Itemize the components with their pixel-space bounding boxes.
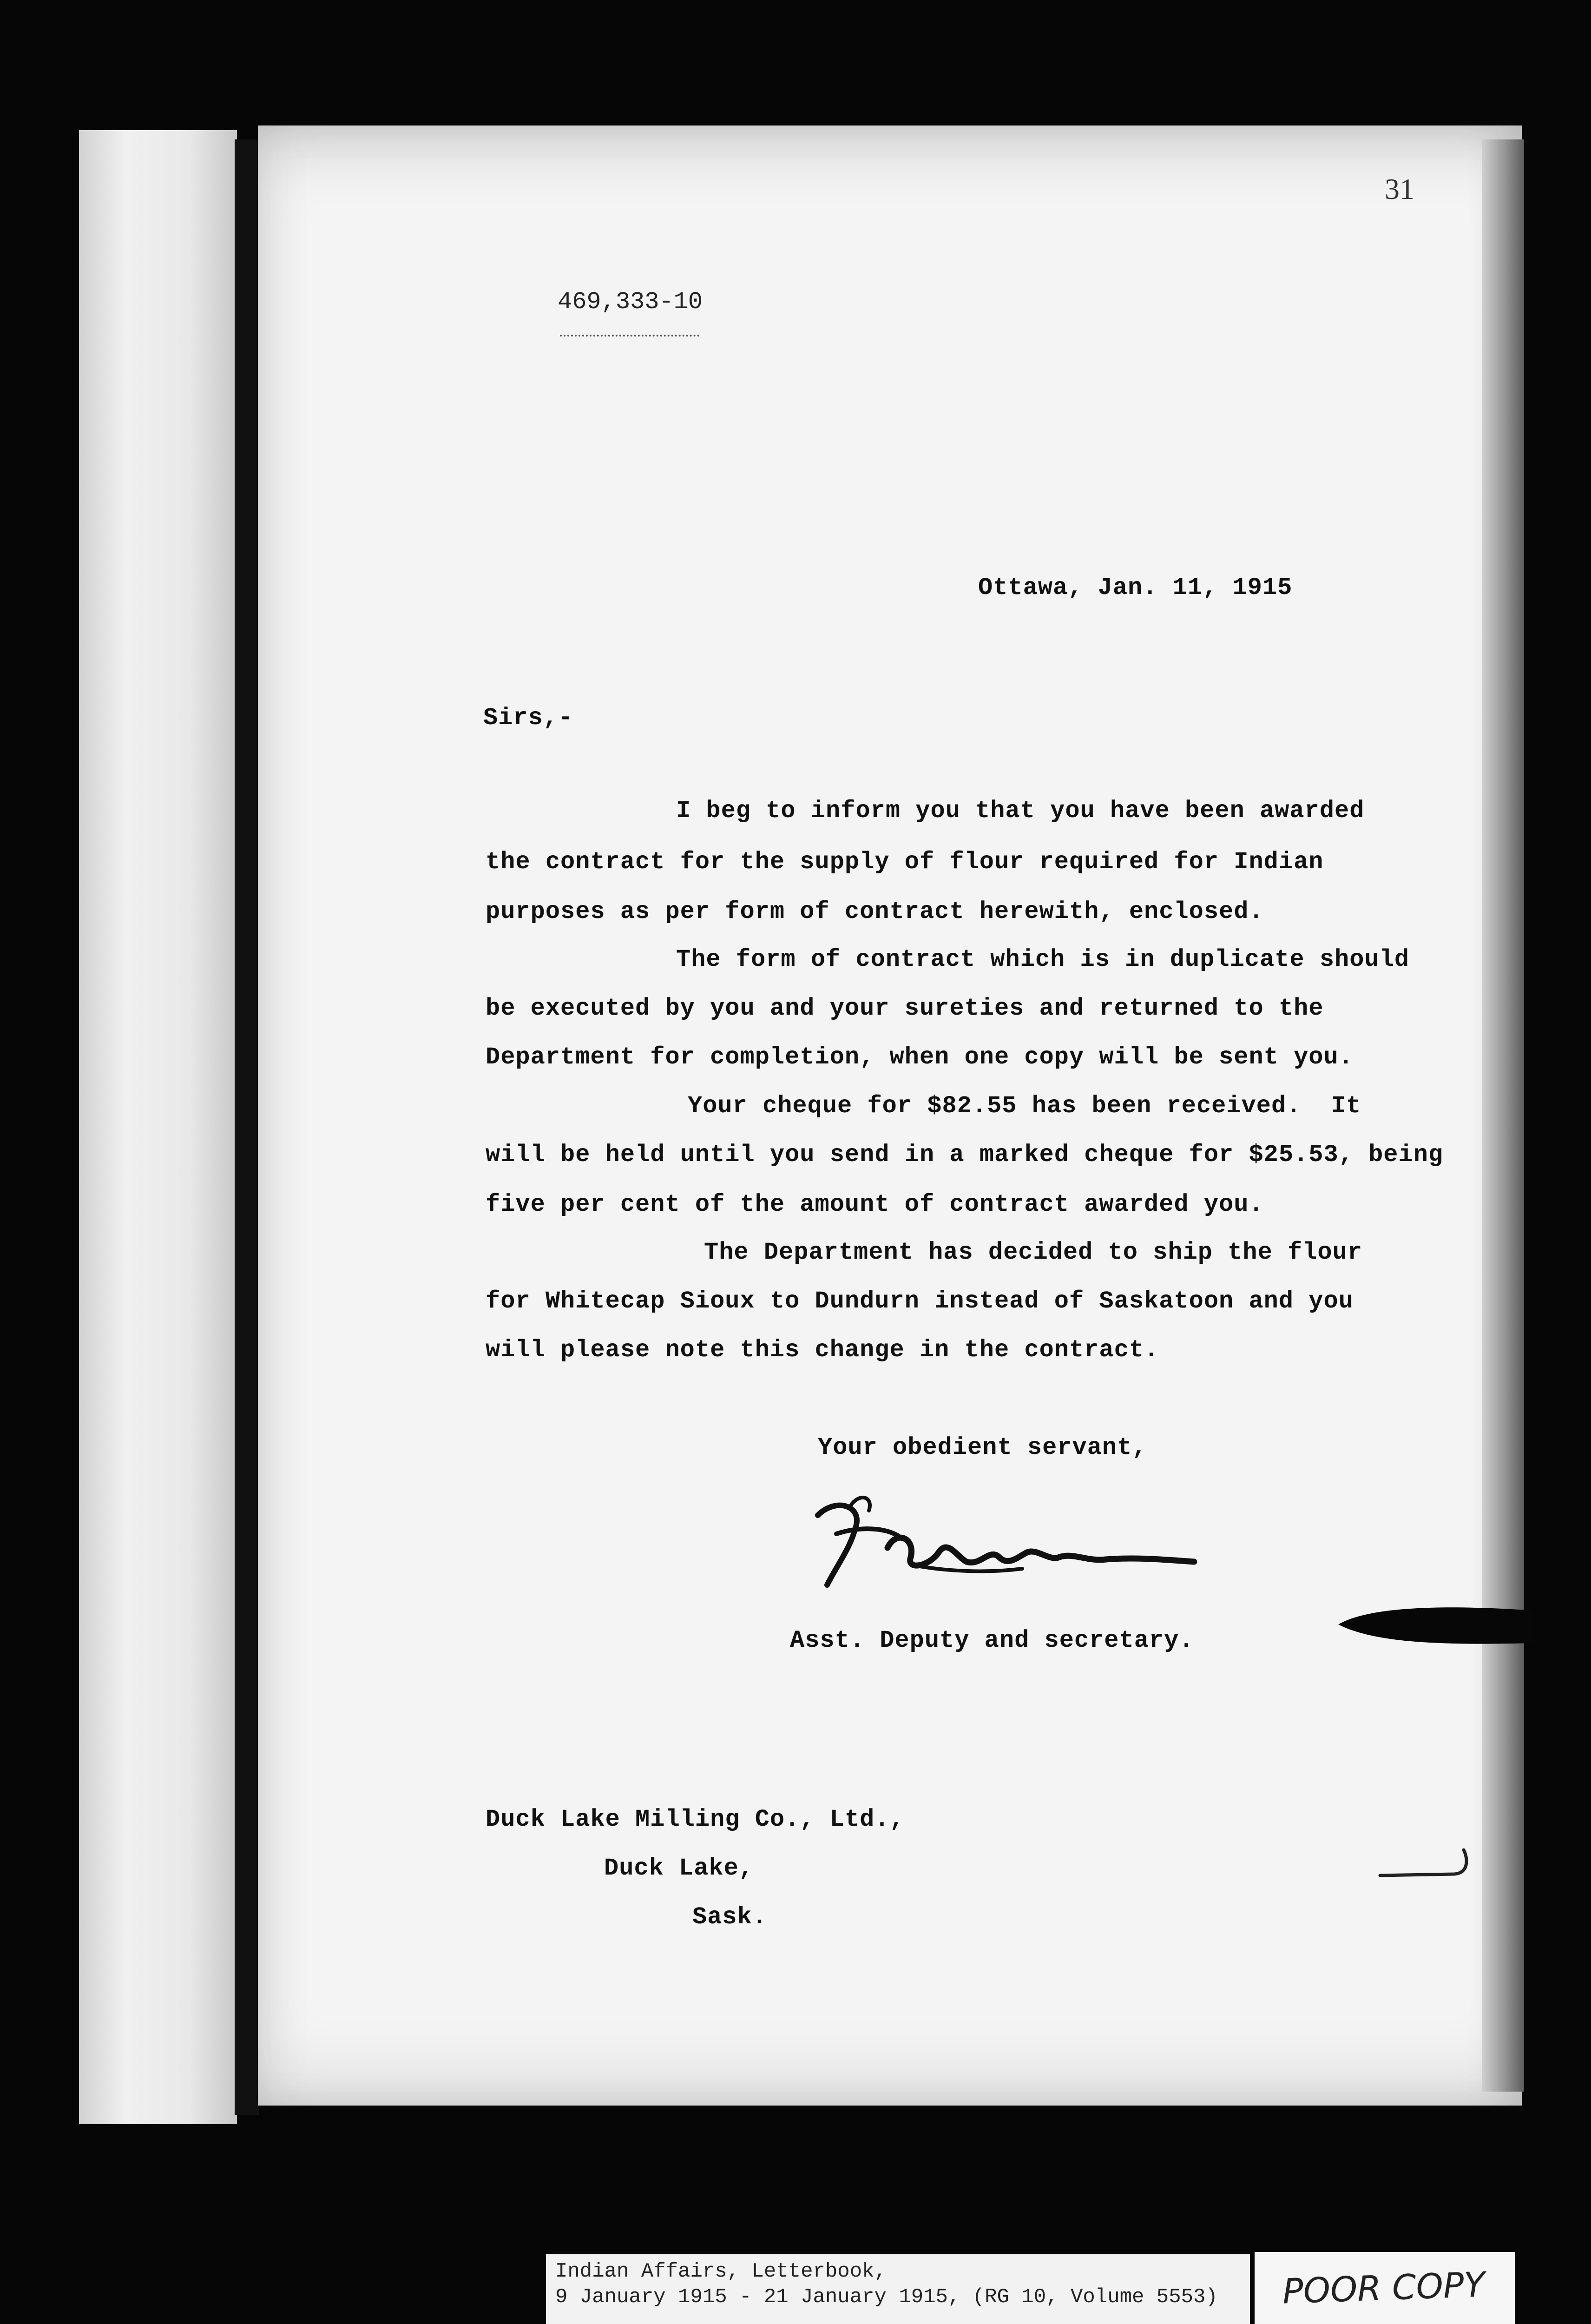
body-line: The form of contract which is in duplicate should xyxy=(676,946,1410,973)
body-line: The Department has decided to ship the flour xyxy=(704,1239,1363,1266)
body-line: will be held until you send in a marked cheque for $25.53, being xyxy=(486,1141,1444,1169)
page-edge-shadow xyxy=(1482,139,1524,2092)
salutation: Sirs,- xyxy=(483,704,573,732)
body-line: the contract for the supply of flour required for Indian xyxy=(486,848,1324,876)
signer-title: Asst. Deputy and secretary. xyxy=(790,1627,1194,1654)
margin-bracket-mark xyxy=(1375,1841,1478,1882)
poor-copy-note: POOR COPY xyxy=(1282,2265,1486,2312)
letter-date: Ottawa, Jan. 11, 1915 xyxy=(978,574,1293,601)
body-line: be executed by you and your sureties and returned to the xyxy=(486,995,1324,1022)
binding-tab xyxy=(1338,1599,1533,1650)
address-line: Duck Lake Milling Co., Ltd., xyxy=(486,1806,905,1833)
archive-label-line: Indian Affairs, Letterbook, xyxy=(555,2260,887,2283)
body-line: five per cent of the amount of contract awarded you. xyxy=(486,1191,1264,1218)
binding-spine xyxy=(235,139,259,2115)
closing: Your obedient servant, xyxy=(818,1434,1147,1461)
file-number-underline xyxy=(560,335,699,337)
left-page-strip xyxy=(79,130,237,2124)
address-line: Sask. xyxy=(692,1903,768,1931)
body-line: I beg to inform you that you have been awarded xyxy=(676,797,1365,825)
handwritten-signature xyxy=(809,1478,1227,1604)
body-line: Department for completion, when one copy will be sent you. xyxy=(486,1043,1354,1071)
archive-label-line: 9 January 1915 - 21 January 1915, (RG 10, Volume 5553) xyxy=(555,2285,1218,2309)
body-line: purposes as per form of contract herewith, enclosed. xyxy=(486,898,1264,925)
body-line: for Whitecap Sioux to Dundurn instead of Saskatoon and you xyxy=(486,1287,1354,1315)
body-line: Your cheque for $82.55 has been received. It xyxy=(688,1092,1361,1120)
page-number: 31 xyxy=(1385,172,1414,205)
file-number: 469,333-10 xyxy=(558,288,703,316)
body-line: will please note this change in the contract. xyxy=(486,1336,1159,1364)
address-line: Duck Lake, xyxy=(604,1855,754,1882)
